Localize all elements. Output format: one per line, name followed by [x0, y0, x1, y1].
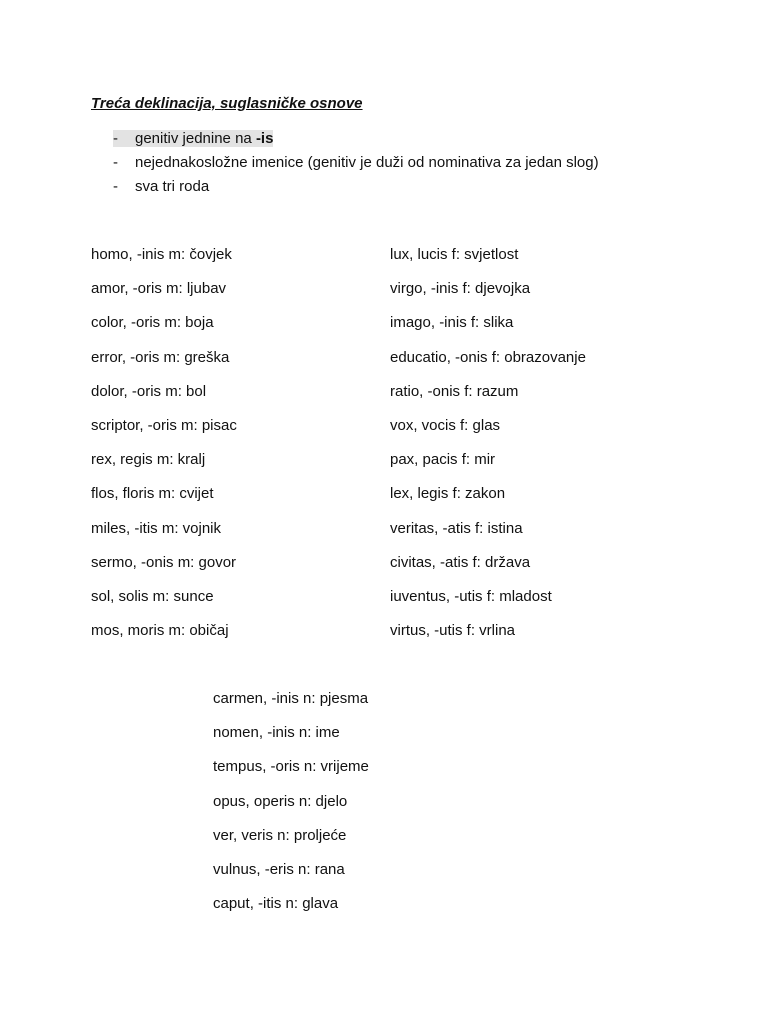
highlight [113, 130, 273, 147]
noun-item: dolor, -oris m: bol [91, 382, 207, 400]
feminine-list [390, 245, 586, 655]
rule-item [113, 129, 599, 153]
noun-item: tempus, -oris n: vrijeme [213, 758, 369, 776]
noun-item: virtus, -utis f: vrlina [390, 622, 516, 640]
noun-item: veritas, -atis f: istina [390, 519, 523, 537]
rule-item [113, 153, 599, 177]
rule-text: sva tri roda [135, 178, 210, 195]
noun-item: homo, -inis m: čovjek [91, 246, 232, 263]
masculine-list [91, 245, 237, 655]
noun-item: pax, pacis f: mir [390, 451, 496, 469]
noun-item: educatio, -onis f: obrazovanje [390, 348, 586, 366]
rules-list [113, 129, 599, 201]
noun-item: civitas, -atis f: država [390, 553, 531, 571]
noun-item: caput, -itis n: glava [213, 895, 339, 913]
noun-item: lux, lucis f: svjetlost [390, 246, 519, 263]
noun-item: amor, -oris m: ljubav [91, 280, 227, 298]
neuter-list [213, 689, 369, 928]
noun-item: rex, regis m: kralj [91, 451, 206, 469]
noun-item: ratio, -onis f: razum [390, 382, 519, 400]
dash: - [113, 130, 118, 147]
noun-item: sol, solis m: sunce [91, 587, 214, 605]
noun-item: error, -oris m: greška [91, 348, 230, 366]
noun-item: ver, veris n: proljeće [213, 826, 347, 844]
rule-text: genitiv jednine na [135, 130, 256, 147]
rule-item [113, 177, 599, 201]
noun-item: flos, floris m: cvijet [91, 485, 214, 503]
noun-item: carmen, -inis n: pjesma [213, 690, 369, 707]
noun-item: vox, vocis f: glas [390, 416, 501, 434]
rule-text: nejednakosložne imenice (genitiv je duži od nominativa za jedan slog) [135, 154, 599, 171]
noun-item: scriptor, -oris m: pisac [91, 416, 237, 434]
noun-item: lex, legis f: zakon [390, 485, 506, 503]
noun-item: color, -oris m: boja [91, 314, 214, 332]
dash: - [113, 154, 118, 171]
noun-item: miles, -itis m: vojnik [91, 519, 222, 537]
rule-ending: -is [255, 130, 274, 147]
noun-item: nomen, -inis n: ime [213, 724, 340, 742]
noun-item: imago, -inis f: slika [390, 314, 514, 332]
noun-item: opus, operis n: djelo [213, 792, 348, 810]
page-title: Treća deklinacija, suglasničke osnove [91, 95, 363, 112]
noun-item: mos, moris m: običaj [91, 622, 229, 640]
noun-item: vulnus, -eris n: rana [213, 860, 345, 878]
dash: - [113, 178, 118, 195]
noun-item: virgo, -inis f: djevojka [390, 280, 531, 298]
noun-item: iuventus, -utis f: mladost [390, 587, 552, 605]
noun-item: sermo, -onis m: govor [91, 553, 237, 571]
